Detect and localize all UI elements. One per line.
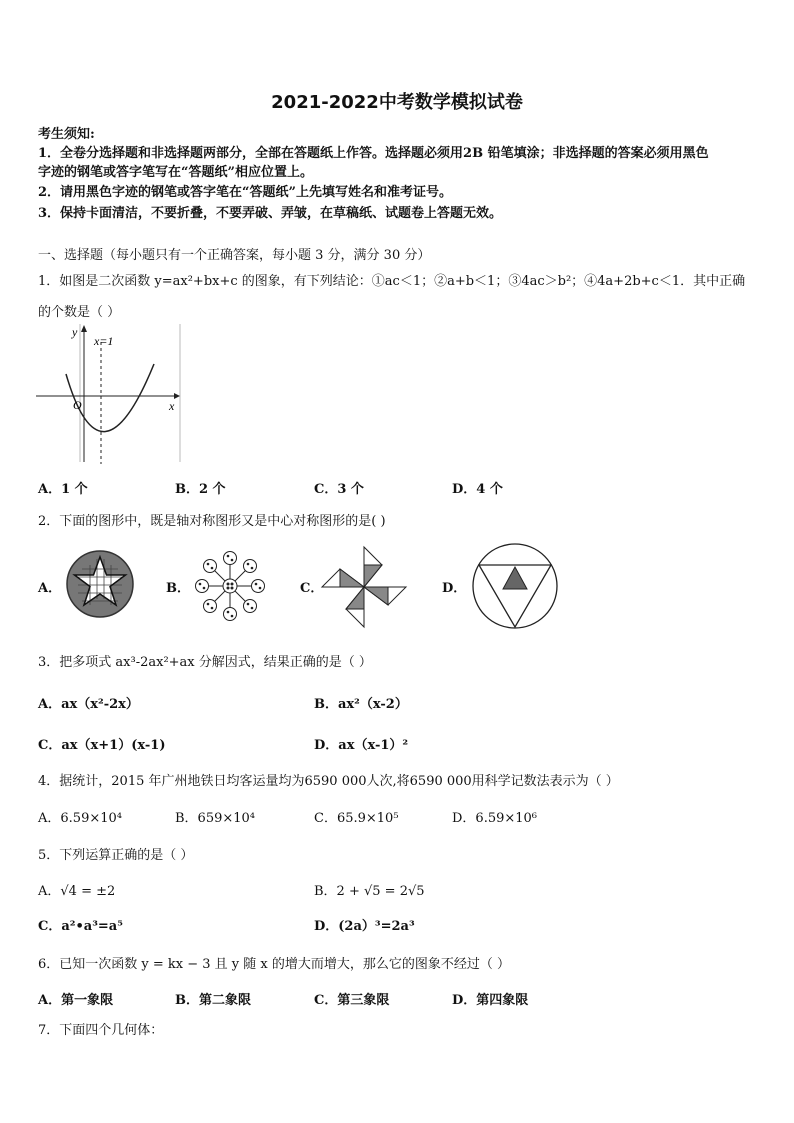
q2-figure-d-triangle-in-circle [470, 541, 560, 631]
q3-option-d: D．ax（x-1）² [314, 738, 409, 753]
q6-option-d: D．第四象限 [452, 993, 529, 1008]
q4-stem: 4．据统计，2015 年广州地铁日均客运量均为6590 000人次,将6590 000用科学记数法表示为（ ） [38, 774, 619, 789]
q6-option-b: B．第二象限 [175, 993, 251, 1008]
q5-option-d: D．(2a）³=2a³ [314, 919, 415, 934]
page-title: 2021-2022中考数学模拟试卷 [271, 92, 523, 113]
q2-label-d: D． [442, 581, 467, 596]
q4-option-c: C．65.9×10⁵ [314, 811, 399, 826]
notice-item-1-cont: 字迹的钢笔或答字笔写在“答题纸”相应位置上。 [38, 165, 313, 180]
x-axis-arrow [174, 393, 180, 399]
q3-stem: 3．把多项式 ax³-2ax²+ax 分解因式，结果正确的是（ ） [38, 655, 372, 670]
q7-stem: 7．下面四个几何体： [38, 1023, 164, 1038]
q3-option-a: A．ax（x²-2x） [38, 697, 139, 712]
q1-stem-line1: 1．如图是二次函数 y=ax²+bx+c 的图象，有下列结论：①ac＜1；②a+b＜1；③4ac＞b²；④4a+2b+c＜1．其中正确 [38, 274, 746, 289]
origin-label: O [73, 398, 82, 412]
q2-label-c: C． [300, 581, 324, 596]
q2-figure-c-pinwheel [318, 543, 410, 631]
q1-option-a: A．1 个 [38, 482, 88, 497]
q2-figure-b-flower-pattern [194, 550, 266, 622]
section-heading: 一、选择题（每小题只有一个正确答案，每小题 3 分，满分 30 分） [38, 248, 431, 263]
notice-item-2: 2．请用黑色字迹的钢笔或答字笔在“答题纸”上先填写姓名和准考证号。 [38, 185, 453, 200]
notice-item-3: 3．保持卡面清洁，不要折叠，不要弄破、弄皱，在草稿纸、试题卷上答题无效。 [38, 206, 503, 221]
q2-label-b: B． [166, 581, 190, 596]
q5-stem: 5．下列运算正确的是（ ） [38, 848, 194, 863]
symmetry-axis-label: x=1 [94, 334, 114, 348]
q6-option-a: A．第一象限 [38, 993, 114, 1008]
q2-label-a: A． [38, 581, 62, 596]
notice-item-1: 1．全卷分选择题和非选择题两部分，全部在答题纸上作答。选择题必须用2B 铅笔填涂；非选择题的答案必须用黑色 [38, 146, 709, 161]
q4-option-d: D．6.59×10⁶ [452, 811, 538, 826]
q1-option-c: C．3 个 [314, 482, 364, 497]
q3-option-b: B．ax²（x-2） [314, 697, 408, 712]
x-axis-label: x [169, 399, 175, 413]
y-axis-label: y [72, 325, 78, 339]
q1-stem-line2: 的个数是（ ） [38, 305, 121, 320]
q1-parabola-graph [36, 322, 186, 472]
q2-stem: 2．下面的图形中，既是轴对称图形又是中心对称图形的是( ) [38, 514, 386, 529]
q5-option-b: B．2 + √5 = 2√5 [314, 884, 425, 899]
q6-option-c: C．第三象限 [314, 993, 390, 1008]
q4-option-b: B．659×10⁴ [175, 811, 256, 826]
y-axis-arrow [81, 325, 87, 332]
q2-figure-a-star-in-circle [64, 547, 140, 623]
notice-heading: 考生须知: [38, 127, 95, 142]
q5-option-a: A．√4 = ±2 [38, 884, 116, 899]
q3-option-c: C．ax（x+1）(x-1) [38, 738, 166, 753]
q6-stem: 6．已知一次函数 y = kx − 3 且 y 随 x 的增大而增大，那么它的图象不经过（ ） [38, 957, 511, 972]
q4-option-a: A．6.59×10⁴ [38, 811, 122, 826]
q1-option-d: D．4 个 [452, 482, 503, 497]
q5-option-c: C．a²•a³=a⁵ [38, 919, 123, 934]
q1-option-b: B．2 个 [175, 482, 226, 497]
